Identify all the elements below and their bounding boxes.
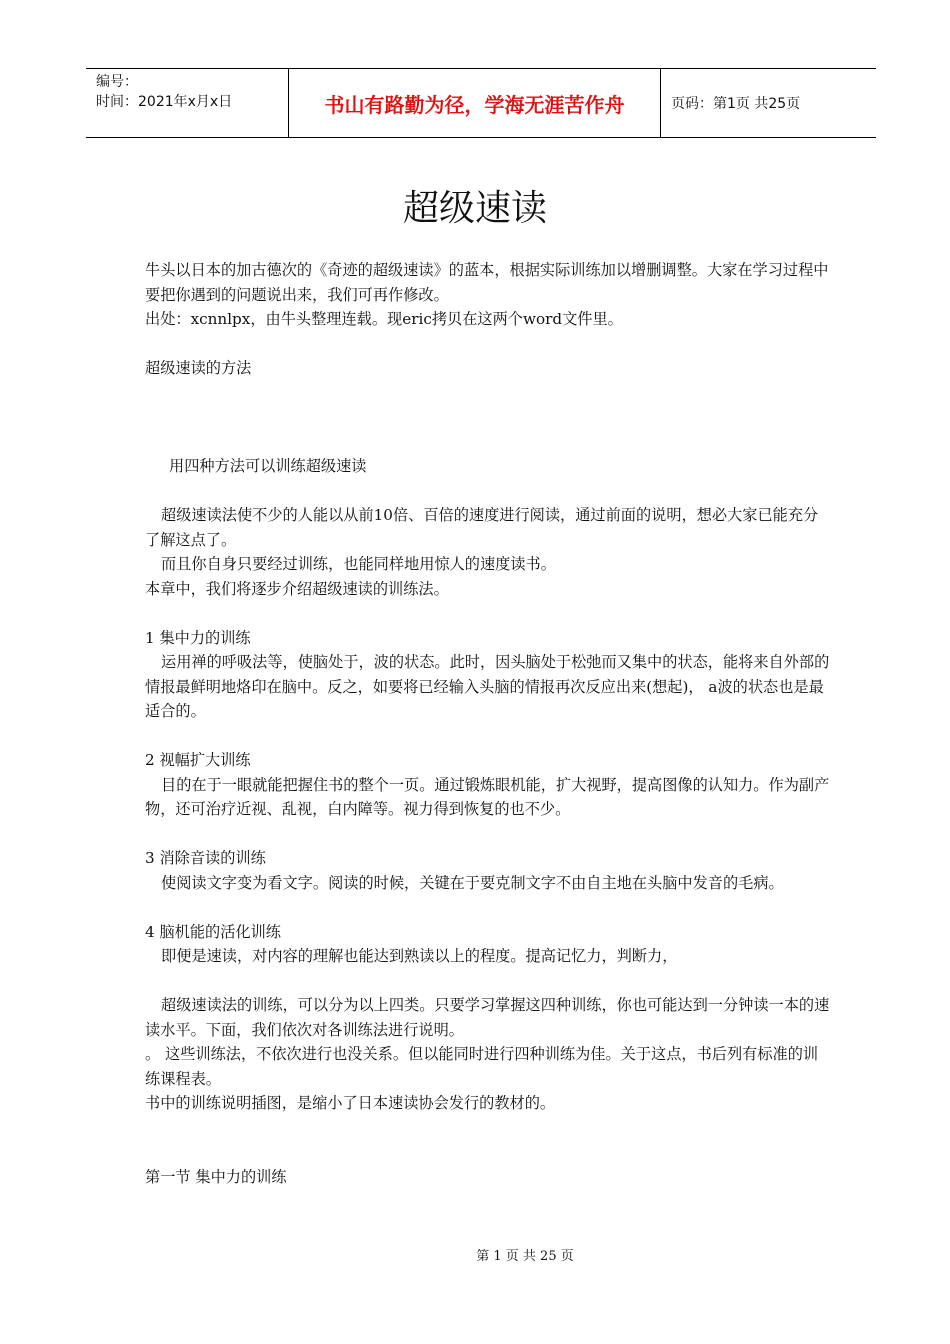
section-heading: 第一节 集中力的训练 xyxy=(145,1167,287,1186)
section-item-title: 3 消除音读的训练 xyxy=(145,849,266,867)
header-meta xyxy=(86,69,288,137)
paragraph: 本章中，我们将逐步介绍超级速读的训练法。 xyxy=(145,579,449,598)
page-footer: 第 1 页 共 25 页 xyxy=(476,1249,574,1264)
intro-paragraph: 牛头以日本的加古德次的《奇迹的超级速读》的蓝本，根据实际训练加以增删调整。大家在学习过程中要把你遇到的问题说出来，我们可再作修改。 xyxy=(145,261,829,304)
header-table xyxy=(86,68,876,138)
header-motto: 书山有路勤为径，学海无涯苦作舟 xyxy=(288,69,661,137)
header-page-info: 页码：第1页 共25页 xyxy=(671,96,801,112)
document-title: 超级速读 xyxy=(402,188,547,229)
number-label: 编号： xyxy=(96,74,138,90)
section-item-body: 即便是速读，对内容的理解也能达到熟读以上的程度。提高记忆力，判断力， xyxy=(161,947,678,965)
source-paragraph: 出处：xcnnlpx，由牛头整理连载。现eric拷贝在这两个word文件里。 xyxy=(145,310,623,328)
four-methods-heading: 用四种方法可以训练超级速读 xyxy=(169,457,367,475)
paragraph: 超级速读法的训练，可以分为以上四类。只要学习掌握这四种训练，你也可能达到一分钟读一本的速读水平。下面，我们依次对各训练法进行说明。 xyxy=(145,996,830,1039)
section-item-title: 2 视幅扩大训练 xyxy=(145,751,251,769)
method-heading: 超级速读的方法 xyxy=(145,359,252,377)
paragraph: 而且你自身只要经过训练，也能同样地用惊人的速度读书。 xyxy=(161,555,556,573)
document-body xyxy=(145,258,830,1189)
section-item-body: 目的在于一眼就能把握住书的整个一页。通过锻炼眼机能，扩大视野，提高图像的认知力。作为副产物，还可治疗近视、乱视，白内障等。视力得到恢复的也不少。 xyxy=(145,775,830,818)
paragraph: 。 这些训练法，不依次进行也没关系。但以能同时进行四种训练为佳。关于这点，书后列有标准的训练课程表。 xyxy=(145,1045,819,1088)
section-item-title: 4 脑机能的活化训练 xyxy=(145,922,281,941)
section-item-body: 运用禅的呼吸法等，使脑处于，波的状态。此时，因头脑处于松弛而又集中的状态，能将来自外部的情报最鲜明地烙印在脑中。反之，如要将已经输入头脑的情报再次反应出来(想起)， a波的状态也是最适合的。 xyxy=(145,653,830,720)
paragraph: 书中的训练说明插图，是缩小了日本速读协会发行的教材的。 xyxy=(145,1094,556,1112)
section-item-body: 使阅读文字变为看文字。阅读的时候，关键在于要克制文字不由自主地在头脑中发音的毛病。 xyxy=(161,873,784,892)
time-label: 时间：2021年x月x日 xyxy=(96,94,233,110)
section-item-title: 1 集中力的训练 xyxy=(145,628,251,647)
paragraph: 超级速读法使不少的人能以从前10倍、百倍的速度进行阅读，通过前面的说明，想必大家已能充分了解这点了。 xyxy=(145,506,819,549)
